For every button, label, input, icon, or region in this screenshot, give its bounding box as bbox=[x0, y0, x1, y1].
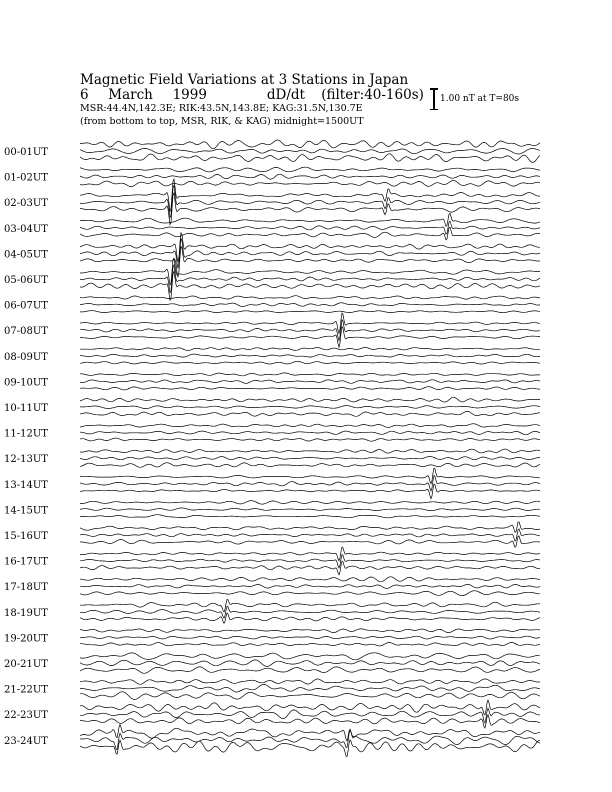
date-year: 1999 bbox=[172, 87, 207, 103]
trace-kag bbox=[80, 501, 540, 505]
trace-msr bbox=[80, 740, 540, 757]
trace-msr bbox=[80, 591, 540, 596]
trace-kag bbox=[80, 424, 540, 428]
row-label: 19-20UT bbox=[4, 633, 48, 645]
trace-msr bbox=[80, 692, 540, 700]
trace-kag bbox=[80, 449, 540, 453]
row-label: 17-18UT bbox=[4, 582, 48, 594]
trace-msr bbox=[80, 438, 540, 441]
row-label: 18-19UT bbox=[4, 607, 48, 619]
trace-rik bbox=[80, 431, 540, 435]
trace-rik bbox=[80, 636, 540, 639]
trace-rik bbox=[80, 174, 540, 179]
trace-msr bbox=[80, 181, 540, 187]
trace-kag bbox=[80, 653, 540, 660]
trace-msr bbox=[80, 561, 540, 575]
row-label: 14-15UT bbox=[4, 505, 48, 517]
row-label: 09-10UT bbox=[4, 377, 48, 389]
trace-rik bbox=[80, 239, 540, 269]
row-label: 23-24UT bbox=[4, 735, 48, 747]
scale-label: 1.00 nT at T=80s bbox=[440, 94, 520, 104]
trace-rik bbox=[80, 354, 540, 357]
row-label: 20-21UT bbox=[4, 659, 48, 670]
trace-kag bbox=[80, 397, 540, 402]
filter-label: (filter:40-160s) bbox=[321, 87, 424, 103]
trace-kag bbox=[80, 629, 540, 633]
quantity-label: dD/dt bbox=[266, 87, 305, 103]
trace-kag bbox=[80, 468, 540, 484]
trace-kag bbox=[80, 213, 540, 226]
row-label: 06-07UT bbox=[4, 300, 48, 312]
trace-rik bbox=[80, 221, 540, 234]
row-label: 08-09UT bbox=[4, 351, 48, 363]
trace-msr bbox=[80, 613, 540, 623]
trace-kag bbox=[80, 167, 540, 172]
trace-order-note: (from bottom to top, MSR, RIK, & KAG) midnight=1500UT bbox=[80, 116, 364, 127]
row-label: 02-03UT bbox=[4, 198, 48, 210]
row-label: 03-04UT bbox=[4, 223, 48, 235]
row-label: 13-14UT bbox=[4, 479, 48, 491]
trace-kag bbox=[80, 373, 540, 376]
trace-msr bbox=[80, 154, 540, 163]
row-label: 12-13UT bbox=[4, 454, 48, 466]
trace-kag bbox=[80, 679, 540, 684]
trace-rik bbox=[80, 730, 540, 749]
trace-rik bbox=[80, 476, 540, 492]
trace-msr bbox=[80, 667, 540, 674]
trace-rik bbox=[80, 529, 540, 541]
trace-rik bbox=[80, 406, 540, 409]
row-label: 04-05UT bbox=[4, 249, 48, 261]
trace-rik bbox=[80, 584, 540, 588]
row-label: 11-12UT bbox=[4, 428, 48, 440]
trace-msr bbox=[80, 361, 540, 364]
trace-rik bbox=[80, 380, 540, 384]
trace-msr bbox=[80, 193, 540, 225]
trace-rik bbox=[80, 606, 540, 618]
trace-kag bbox=[80, 725, 540, 741]
trace-kag bbox=[80, 700, 540, 715]
trace-rik bbox=[80, 186, 540, 218]
trace-kag bbox=[80, 348, 540, 351]
row-label: 01-02UT bbox=[4, 172, 48, 184]
trace-msr bbox=[80, 515, 540, 518]
trace-kag bbox=[80, 547, 540, 561]
trace-msr bbox=[80, 536, 540, 547]
date-month: March bbox=[108, 87, 153, 103]
row-label: 15-16UT bbox=[4, 531, 48, 542]
trace-kag bbox=[80, 140, 540, 149]
row-label: 16-17UT bbox=[4, 556, 48, 568]
trace-kag bbox=[80, 233, 540, 262]
trace-rik bbox=[80, 303, 540, 307]
trace-rik bbox=[80, 508, 540, 511]
date-day: 6 bbox=[80, 87, 89, 103]
trace-msr bbox=[80, 484, 540, 499]
trace-msr bbox=[80, 387, 540, 390]
trace-msr bbox=[80, 463, 540, 468]
trace-kag bbox=[80, 296, 540, 299]
row-label: 05-06UT bbox=[4, 275, 48, 286]
row-label: 22-23UT bbox=[4, 710, 48, 722]
trace-msr bbox=[80, 411, 540, 416]
trace-msr bbox=[80, 311, 540, 313]
trace-msr bbox=[80, 643, 540, 646]
trace-kag bbox=[80, 600, 540, 613]
trace-rik bbox=[80, 457, 540, 460]
trace-msr bbox=[80, 327, 540, 347]
row-label: 00-01UT bbox=[4, 147, 48, 158]
row-label: 21-22UT bbox=[4, 684, 48, 696]
trace-msr bbox=[80, 271, 540, 300]
trace-rik bbox=[80, 708, 540, 723]
trace-rik bbox=[80, 265, 540, 293]
trace-kag bbox=[80, 522, 540, 533]
row-label: 07-08UT bbox=[4, 326, 48, 338]
trace-kag bbox=[80, 577, 540, 582]
row-label: 10-11UT bbox=[4, 403, 48, 414]
trace-rik bbox=[80, 684, 540, 692]
trace-rik bbox=[80, 148, 540, 154]
station-coordinates: MSR:44.4N,142.3E; RIK:43.5N,143.8E; KAG:31.5N,130.7E bbox=[80, 103, 363, 114]
chart-title: Magnetic Field Variations at 3 Stations in Japan bbox=[80, 72, 409, 88]
trace-rik bbox=[80, 660, 540, 667]
trace-msr bbox=[80, 227, 540, 240]
trace-msr bbox=[80, 715, 540, 728]
